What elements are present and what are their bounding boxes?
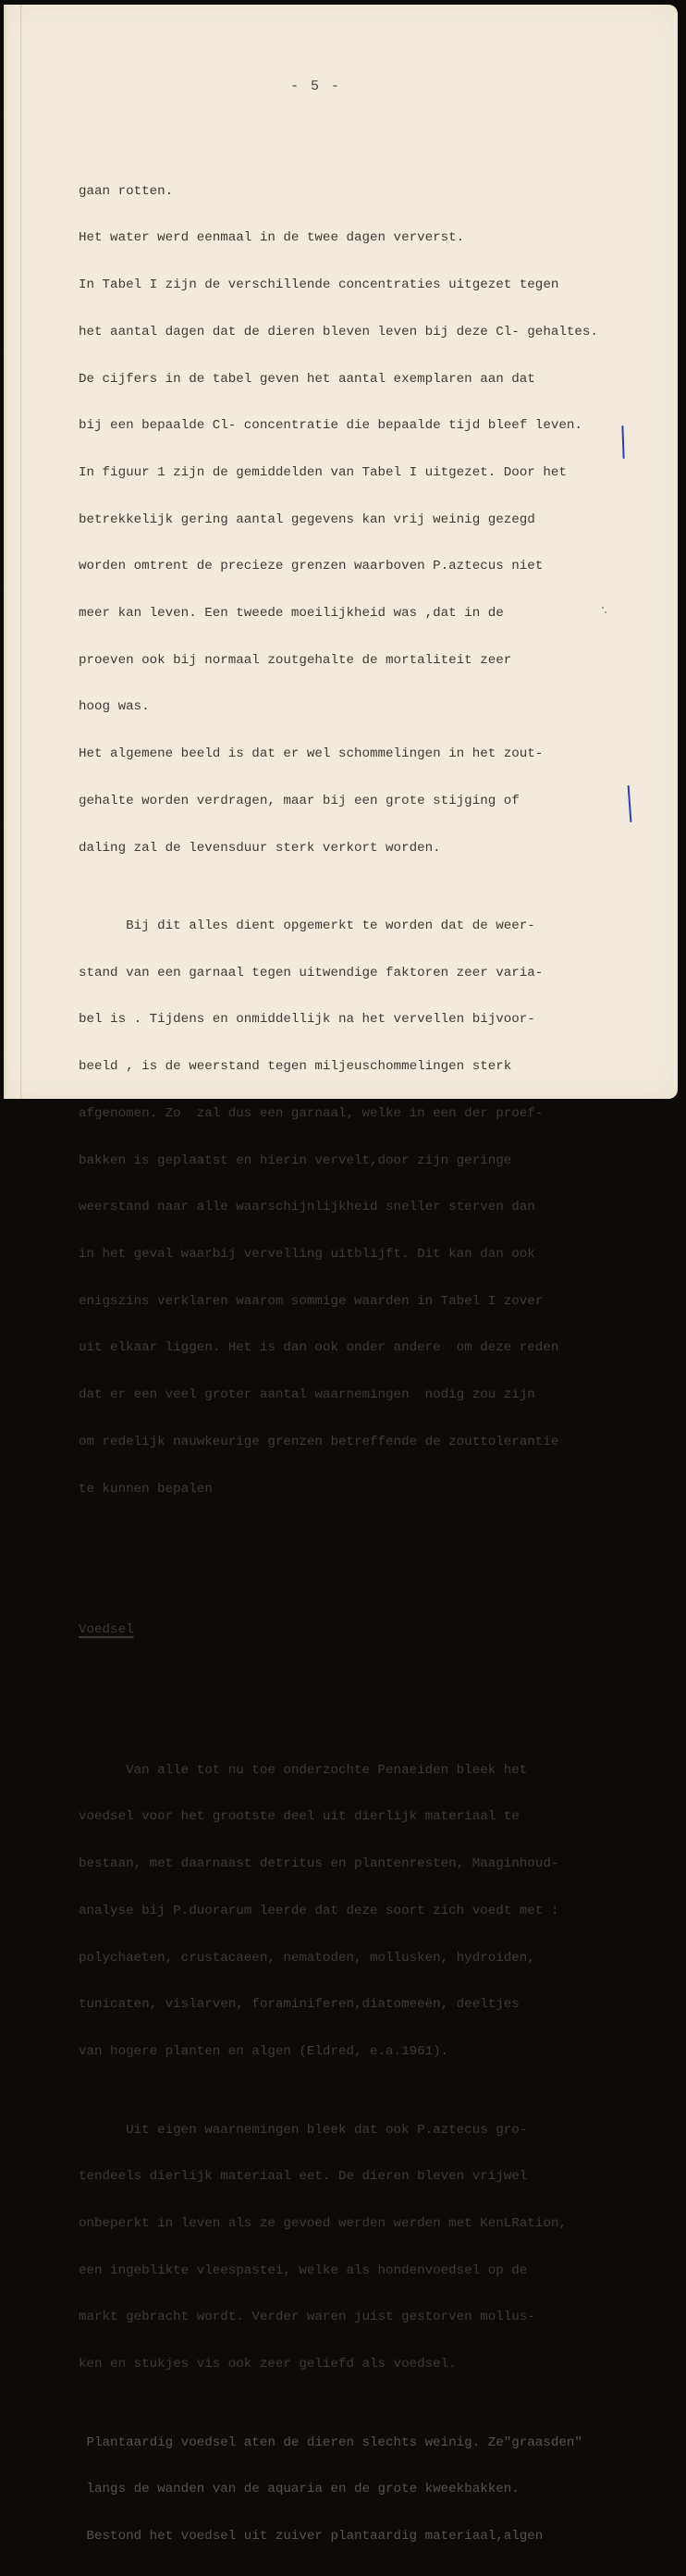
blank-line <box>79 1544 670 1559</box>
section-heading: Voedsel <box>79 1621 134 1637</box>
text-line: om redelijk nauwkeurige grenzen betreffende de zouttolerantie <box>79 1434 559 1449</box>
text-line: beeld , is de weerstand tegen miljeuschommelingen sterk <box>79 1059 512 1075</box>
text-line: gaan rotten. <box>79 183 174 199</box>
typewritten-text <box>79 137 670 2576</box>
text-line: Plantaardig voedsel aten de dieren slechts weinig. Ze"graasden" <box>79 2434 582 2450</box>
text-line: hoog was. <box>79 699 150 715</box>
text-line: analyse bij P.duorarum leerde dat deze soort zich voedt met : <box>79 1903 559 1918</box>
text-line: stand van een garnaal tegen uitwendige faktoren zeer varia- <box>79 965 544 980</box>
text-line: In Tabel I zijn de verschillende concentraties uitgezet tegen <box>79 277 559 293</box>
text-line: Het water werd eenmaal in de twee dagen ververst. <box>79 230 465 246</box>
text-line: Bij dit alles dient opgemerkt te worden dat de weer- <box>79 918 535 934</box>
text-line: polychaeten, crustacaeen, nematoden, mollusken, hydroiden, <box>79 1950 535 1966</box>
text-line: gehalte worden verdragen, maar bij een grote stijging of <box>79 793 520 808</box>
text-line: Van alle tot nu toe onderzochte Penaeiden bleek het <box>79 1762 528 1778</box>
text-line: dat er een veel groter aantal waarnemingen nodig zou zijn <box>79 1387 535 1403</box>
text-line: uit elkaar liggen. Het is dan ook onder andere om deze reden <box>79 1340 559 1356</box>
text-line: het aantal dagen dat de dieren bleven leven bij deze Cl- gehaltes. <box>79 324 598 339</box>
text-line: bel is . Tijdens en onmiddellijk na het vervellen bijvoor- <box>79 1012 535 1028</box>
text-line: voedsel voor het grootste deel uit dierlijk materiaal te <box>79 1809 520 1825</box>
text-line: Uit eigen waarnemingen bleek dat ook P.aztecus gro- <box>79 2122 528 2138</box>
text-line: weerstand naar alle waarschijnlijkheid sneller sterven dan <box>79 1200 535 1215</box>
text-line: proeven ook bij normaal zoutgehalte de mortaliteit zeer <box>79 652 512 668</box>
text-line: van hogere planten en algen (Eldred, e.a.1961). <box>79 2043 449 2059</box>
text-line: tunicaten, vislarven, foraminiferen,diatomeeën, deeltjes <box>79 1997 520 2013</box>
page-binding-edge <box>4 5 7 1099</box>
paper-speck <box>605 611 606 613</box>
blank-line <box>79 1684 670 1700</box>
text-line: ken en stukjes vis ook zeer geliefd als voedsel. <box>79 2357 457 2373</box>
text-line: enigszins verklaren waarom sommige waarden in Tabel I zover <box>79 1293 544 1309</box>
text-line: bakken is geplaatst en hierin vervelt,door zijn geringe <box>79 1152 512 1168</box>
text-line: markt gebracht wordt. Verder waren juist gestorven mollus- <box>79 2310 535 2325</box>
text-line: Bestond het voedsel uit zuiver plantaardig materiaal,algen <box>79 2528 544 2544</box>
text-line: in het geval waarbij vervelling uitblijft. Dit kan dan ook <box>79 1247 535 1262</box>
page-number: - 5 - <box>290 79 342 94</box>
text-line: onbeperkt in leven als ze gevoed werden werden met KenLRation, <box>79 2215 567 2231</box>
text-line: te kunnen bepalen <box>79 1481 213 1497</box>
document-page <box>4 5 678 2544</box>
text-line: De cijfers in de tabel geven het aantal exemplaren aan dat <box>79 371 535 387</box>
text-line: afgenomen. Zo zal dus een garnaal, welke in een der proef- <box>79 1105 544 1121</box>
text-line: een ingeblikte vleespastei, welke als hondenvoedsel op de <box>79 2262 528 2278</box>
text-line: langs de wanden van de aquaria en de grote kweekbakken. <box>79 2482 520 2497</box>
text-line: betrekkelijk gering aantal gegevens kan vrij weinig gezegd <box>79 512 535 527</box>
text-line: worden omtrent de precieze grenzen waarboven P.aztecus niet <box>79 559 544 574</box>
text-line: In figuur 1 zijn de gemiddelden van Tabel I uitgezet. Door het <box>79 464 567 480</box>
text-line: Het algemene beeld is dat er wel schommelingen in het zout- <box>79 746 544 762</box>
text-line: daling zal de levensduur sterk verkort worden. <box>79 840 441 856</box>
paper-speck <box>602 607 604 609</box>
page-binding-fold <box>20 5 22 1099</box>
text-line: tendeels dierlijk materiaal eet. De dieren bleven vrijwel <box>79 2169 528 2185</box>
text-line: bij een bepaalde Cl- concentratie die bepaalde tijd bleef leven. <box>79 418 582 434</box>
section-heading-line <box>79 1622 670 1638</box>
text-line: meer kan leven. Een tweede moeilijkheid was ,dat in de <box>79 606 504 622</box>
text-line: bestaan, met daarnaast detritus en plantenresten, Maaginhoud- <box>79 1856 559 1872</box>
